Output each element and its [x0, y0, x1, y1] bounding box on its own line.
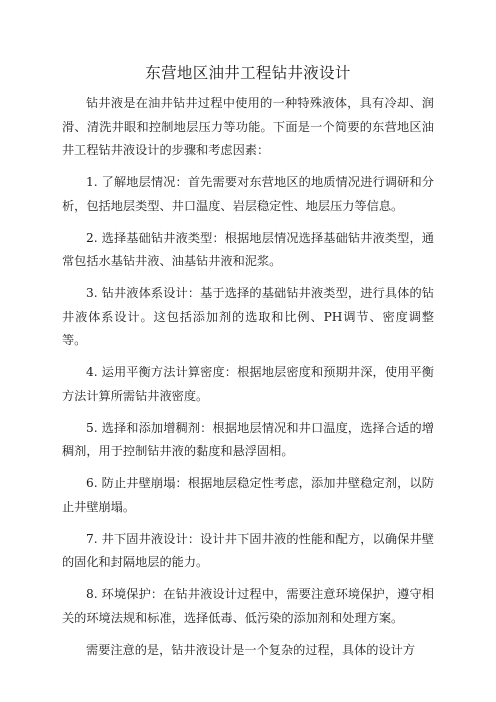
intro-paragraph: 钻井液是在油井钻井过程中使用的一种特殊液体，具有冷却、润滑、清洗井眼和控制地层压力等功能。下面是一个简要的东营地区油井工程钻井液设计的步骤和考虑因素： — [62, 96, 434, 157]
step-3-paragraph: 3. 钻井液体系设计：基于选择的基础钻井液类型，进行具体的钻井液体系设计。这包括添加剂的选取和比例、PH调节、密度调整等。 — [62, 286, 434, 347]
step-5-paragraph: 5. 选择和添加增稠剂：根据地层情况和井口温度，选择合适的增稠剂，用于控制钻井液的黏度和悬浮固相。 — [62, 420, 434, 458]
step-6-paragraph: 6. 防止井壁崩塌：根据地层稳定性考虑，添加井壁稳定剂，以防止井壁崩塌。 — [62, 476, 434, 514]
step-1-paragraph: 1. 了解地层情况：首先需要对东营地区的地质情况进行调研和分析，包括地层类型、井口温度、岩层稳定性、地层压力等信息。 — [62, 175, 434, 213]
document-title: 东营地区油井工程钻井液设计 — [145, 64, 351, 82]
step-7-paragraph: 7. 井下固井液设计：设计井下固井液的性能和配方，以确保井壁的固化和封隔地层的能力。 — [62, 531, 434, 569]
step-4-paragraph: 4. 运用平衡方法计算密度：根据地层密度和预期井深，使用平衡方法计算所需钻井液密度。 — [62, 365, 434, 403]
document-body — [62, 92, 434, 671]
closing-paragraph: 需要注意的是，钻井液设计是一个复杂的过程，具体的设计方 — [86, 642, 416, 657]
step-8-paragraph: 8. 环境保护：在钻井液设计过程中，需要注意环境保护，遵守相关的环境法规和标准，选择低毒、低污染的添加剂和处理方案。 — [62, 587, 434, 625]
step-2-paragraph: 2. 选择基础钻井液类型：根据地层情况选择基础钻井液类型，通常包括水基钻井液、油基钻井液和泥浆。 — [62, 230, 434, 268]
